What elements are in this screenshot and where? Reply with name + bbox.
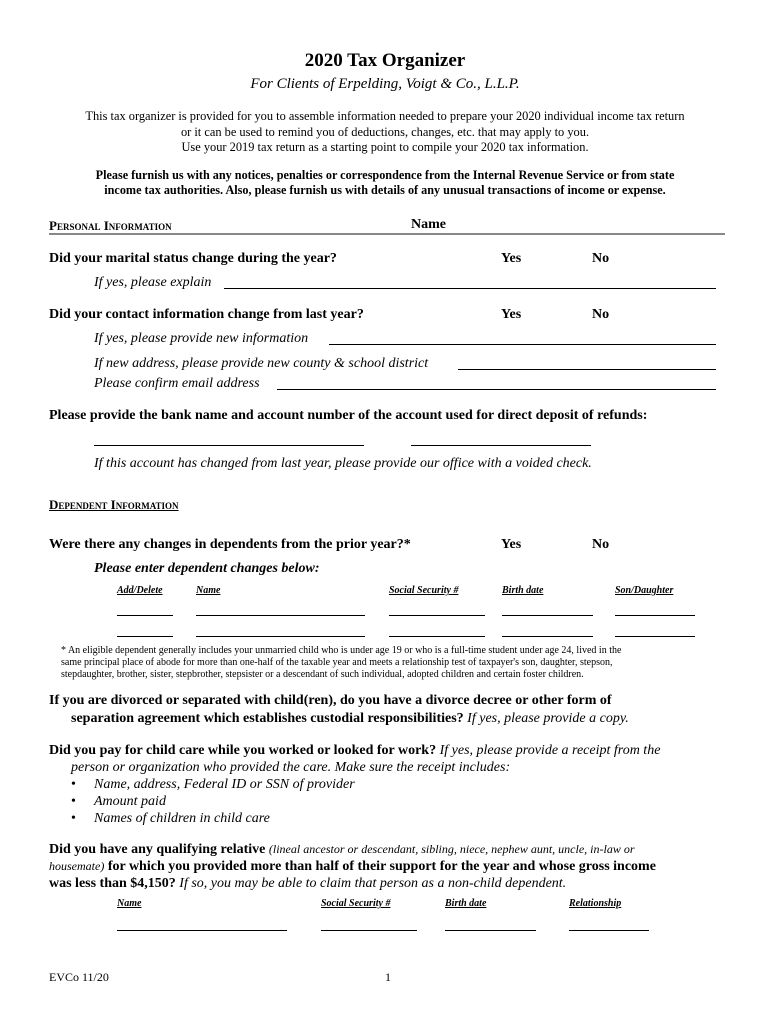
form-code: EVCo 11/20 — [49, 970, 109, 984]
intro-line-1: This tax organizer is provided for you to assemble information needed to prepare your 2020 individual income tax return — [85, 109, 685, 123]
county-school-field[interactable] — [458, 369, 716, 370]
dependent-no-option[interactable]: No — [592, 537, 610, 552]
contact-change-question: Did your contact information change from last year? — [49, 307, 364, 322]
marital-status-question: Did your marital status change during the year? — [49, 251, 337, 266]
list-item: • Names of children in child care — [71, 810, 355, 827]
marital-yes-option[interactable]: Yes — [501, 251, 522, 266]
marital-explain-label: If yes, please explain — [94, 275, 212, 290]
county-school-label: If new address, please provide new county & school district — [94, 356, 429, 371]
notice-line-2: income tax authorities. Also, please furnish us with details of any unusual transactions of income or expense. — [104, 183, 666, 197]
rel-col-relationship: Relationship — [569, 898, 622, 909]
email-label: Please confirm email address — [94, 376, 260, 391]
relative-question-3-text: was less than $4,150? — [49, 876, 176, 891]
col-birth-date: Birth date — [502, 585, 544, 596]
list-item: • Name, address, Federal ID or SSN of provider — [71, 776, 355, 793]
dep-row1-add-delete[interactable] — [117, 615, 173, 616]
dep-row1-name[interactable] — [196, 615, 365, 616]
dep-row1-birth-date[interactable] — [502, 615, 593, 616]
dependent-footnote-1: * An eligible dependent generally includes your unmarried child who is under age 19 or who is a full-time student under age 24, lived in the — [61, 645, 622, 656]
list-item: • Amount paid — [71, 793, 355, 810]
page-subtitle: For Clients of Erpelding, Voigt & Co., L.L.P. — [250, 76, 520, 92]
dependent-footnote-3: stepdaughter, brother, sister, stepbrother, stepsister or a descendant of such individual, adopted children and certain foster children. — [61, 669, 584, 680]
contact-new-info-field[interactable] — [329, 344, 716, 345]
dep-row2-son-daughter[interactable] — [615, 636, 695, 637]
relative-question-2-text: for which you provided more than half of their support for the year and whose gross income — [107, 859, 656, 874]
divorce-question-2-text: separation agreement which establishes custodial responsibilities? — [71, 711, 464, 726]
marital-explain-field[interactable] — [224, 288, 716, 289]
page-number: 1 — [385, 970, 391, 984]
relative-paren-2: housemate) — [49, 859, 105, 873]
dependent-section-title: Dependent Information — [49, 497, 179, 512]
dependent-enter-label: Please enter dependent changes below: — [94, 561, 320, 576]
relative-relationship-field[interactable] — [569, 930, 649, 931]
dep-row1-ssn[interactable] — [389, 615, 485, 616]
dependent-yes-option[interactable]: Yes — [501, 537, 522, 552]
bank-note: If this account has changed from last year, please provide our office with a voided check. — [94, 456, 592, 471]
email-field[interactable] — [277, 389, 716, 390]
dep-row2-birth-date[interactable] — [502, 636, 593, 637]
dep-row2-add-delete[interactable] — [117, 636, 173, 637]
marital-no-option[interactable]: No — [592, 251, 610, 266]
divorce-note: If yes, please provide a copy. — [467, 711, 629, 726]
divorce-question-1: If you are divorced or separated with child(ren), do you have a divorce decree or other form of — [49, 693, 612, 708]
childcare-question-text: Did you pay for child care while you worked or looked for work? — [49, 743, 437, 758]
personal-section-title: Personal Information — [49, 218, 172, 233]
childcare-note-1: If yes, please provide a receipt from the — [439, 743, 661, 758]
childcare-receipt-list — [71, 776, 355, 827]
relative-question-1 — [49, 841, 635, 858]
bank-name-field[interactable] — [94, 445, 364, 446]
contact-yes-option[interactable]: Yes — [501, 307, 522, 322]
relative-ssn-field[interactable] — [321, 930, 417, 931]
relative-birth-date-field[interactable] — [445, 930, 536, 931]
bank-question: Please provide the bank name and account number of the account used for direct deposit of refunds: — [49, 408, 648, 423]
relative-note: If so, you may be able to claim that person as a non-child dependent. — [179, 876, 567, 891]
contact-no-option[interactable]: No — [592, 307, 610, 322]
childcare-question — [49, 742, 660, 759]
dep-row2-name[interactable] — [196, 636, 365, 637]
dep-row2-ssn[interactable] — [389, 636, 485, 637]
dependent-changes-question: Were there any changes in dependents from the prior year?* — [49, 537, 411, 552]
col-name: Name — [196, 585, 221, 596]
rel-col-ssn: Social Security # — [321, 898, 391, 909]
childcare-note-2: person or organization who provided the care. Make sure the receipt includes: — [71, 760, 511, 775]
relative-question-2 — [49, 858, 656, 875]
personal-section-rule — [49, 233, 725, 235]
relative-question-3 — [49, 875, 566, 892]
divorce-question-2 — [71, 710, 629, 727]
intro-line-3: Use your 2019 tax return as a starting point to compile your 2020 tax information. — [181, 140, 589, 154]
account-number-field[interactable] — [411, 445, 591, 446]
col-ssn: Social Security # — [389, 585, 459, 596]
col-son-daughter: Son/Daughter — [615, 585, 674, 596]
notice-line-1: Please furnish us with any notices, penalties or correspondence from the Internal Revenue Service or from state — [95, 168, 675, 182]
col-add-delete: Add/Delete — [117, 585, 163, 596]
rel-col-name: Name — [117, 898, 142, 909]
page-title: 2020 Tax Organizer — [304, 50, 466, 71]
relative-paren-1: (lineal ancestor or descendant, sibling, niece, nephew aunt, uncle, in-law or — [268, 842, 635, 856]
relative-question-1-text: Did you have any qualifying relative — [49, 842, 266, 857]
intro-line-2: or it can be used to remind you of deductions, changes, etc. that may apply to you. — [180, 125, 590, 139]
relative-name-field[interactable] — [117, 930, 287, 931]
dependent-footnote-2: same principal place of abode for more than one-half of the taxable year and meets a relationship test of taxpayer's son, daughter, stepson, — [61, 657, 613, 668]
name-label: Name — [411, 217, 446, 232]
dep-row1-son-daughter[interactable] — [615, 615, 695, 616]
contact-new-info-label: If yes, please provide new information — [94, 331, 309, 346]
rel-col-birth-date: Birth date — [445, 898, 487, 909]
